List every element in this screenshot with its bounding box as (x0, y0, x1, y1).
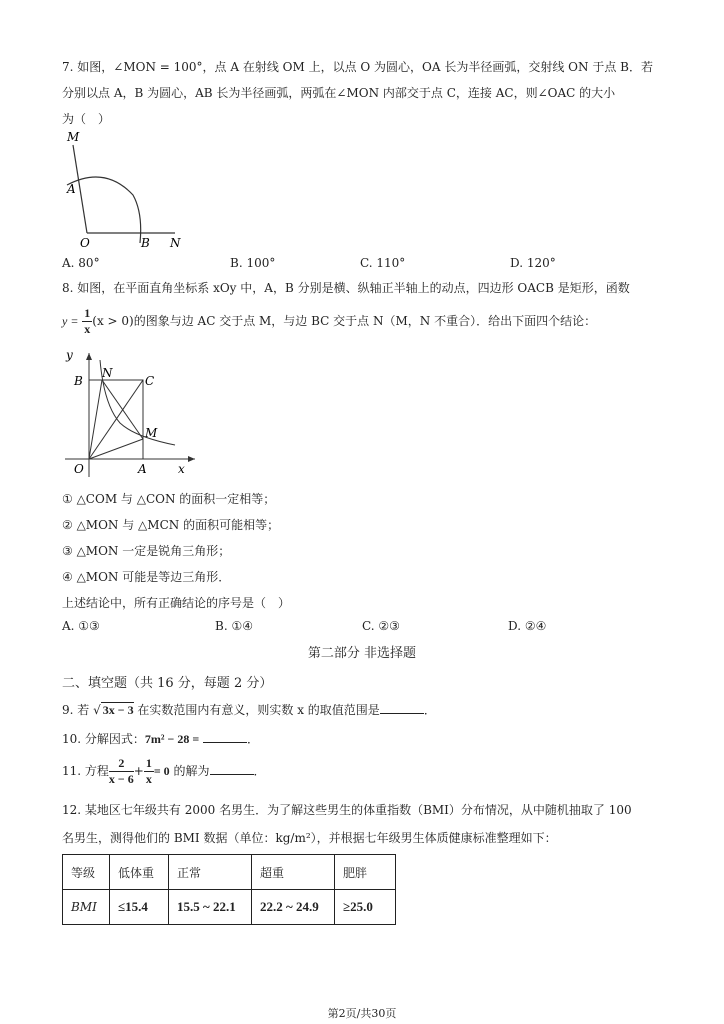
label-M: M (67, 130, 80, 144)
radicand: 3x − 3 (102, 703, 134, 717)
svg-text:N: N (102, 366, 113, 380)
bmi-table (62, 854, 396, 925)
q8-figure (60, 345, 200, 480)
q8-statement-3: ③ △MON 一定是锐角三角形； (62, 544, 231, 558)
q7-figure (55, 125, 195, 250)
q7-line3: 为（ ） (62, 112, 111, 126)
q7-option-c[interactable]: C. 110° (360, 256, 406, 270)
q7-line1: 7. 如图，∠MON = 100°，点 A 在射线 OM 上，以点 O 为圆心，OA 长为半径画弧，交射线 ON 于点 B．若 (62, 60, 653, 74)
q8-statement-4: ④ △MON 可能是等边三角形． (62, 570, 231, 584)
answer-blank-11[interactable] (210, 764, 254, 775)
q8-line1: 8. 如图，在平面直角坐标系 xOy 中，A，B 分别是横、纵轴正半轴上的动点，四边形 OACB 是矩形，函数 (62, 281, 630, 295)
q12-line1: 12. 某地区七年级共有 2000 名男生．为了解这些男生的体重指数（BMI）分布情况，从中随机抽取了 100 (62, 803, 632, 817)
func-lhs: y = (62, 314, 79, 328)
q8-statement-2: ② △MON 与 △MCN 的面积可能相等； (62, 518, 280, 532)
q12-line2: 名男生，测得他们的 BMI 数据（单位：kg/m²），并根据七年级男生体质健康标准整理如下： (62, 831, 557, 845)
label-O: O (80, 236, 90, 250)
q8-question: 上述结论中，所有正确结论的序号是（ ） (62, 596, 291, 610)
q8-option-a[interactable]: A. ①③ (62, 619, 100, 633)
q8-statement-1: ① △COM 与 △CON 的面积一定相等； (62, 492, 276, 506)
svg-text:B: B (74, 374, 83, 388)
answer-blank-10[interactable] (203, 732, 247, 743)
section-title: 第二部分 非选择题 (307, 646, 417, 661)
svg-text:C: C (145, 374, 155, 388)
svg-text:x: x (178, 462, 185, 476)
q10: 10. 分解因式：7m² − 28 = ． (62, 732, 260, 746)
q7-line2: 分别以点 A，B 为圆心，AB 长为半径画弧，两弧在∠MON 内部交于点 C，连接 AC，则∠OAC 的大小 (62, 86, 616, 100)
q8-line2 (62, 306, 596, 337)
q8-line2-text: 的图象与边 AC 交于点 M，与边 BC 交于点 N（M，N 不重合）．给出下面四个结论： (133, 314, 597, 328)
label-B: B (141, 236, 150, 250)
page-footer: 第2页/共30页 (327, 1007, 397, 1020)
q8-option-d[interactable]: D. ②④ (508, 619, 547, 633)
svg-text:M: M (145, 426, 158, 440)
fill-heading: 二、填空题（共 16 分，每题 2 分） (62, 676, 273, 691)
q7-option-d[interactable]: D. 120° (510, 256, 556, 270)
q11: 11. 方程 $\frac{2}{x - 6}$ + $\frac{1}{x}$ = 0 的解为 ． (62, 756, 266, 786)
func-condition: (x > 0) (92, 314, 134, 328)
table-header-row: 等级 低体重 正常 超重 肥胖 (63, 855, 396, 890)
q9: 9. 若 √ 3x − 3 在实数范围内有意义，则实数 x 的取值范围是 ． (62, 703, 436, 717)
svg-text:y: y (66, 348, 73, 362)
q7-option-a[interactable]: A. 80° (62, 256, 100, 270)
q8-option-b[interactable]: B. ①④ (215, 619, 253, 633)
svg-text:O: O (74, 462, 84, 476)
q7-option-b[interactable]: B. 100° (230, 256, 276, 270)
svg-text:A: A (138, 462, 147, 476)
label-A: A (67, 182, 76, 196)
func-fraction: $\frac{1}{x}$ (84, 306, 91, 336)
q8-option-c[interactable]: C. ②③ (362, 619, 400, 633)
answer-blank-9[interactable] (380, 703, 424, 714)
table-row: BMI ≤15.4 15.5 ~ 22.1 22.2 ~ 24.9 ≥25.0 (63, 890, 396, 925)
label-N: N (170, 236, 181, 250)
